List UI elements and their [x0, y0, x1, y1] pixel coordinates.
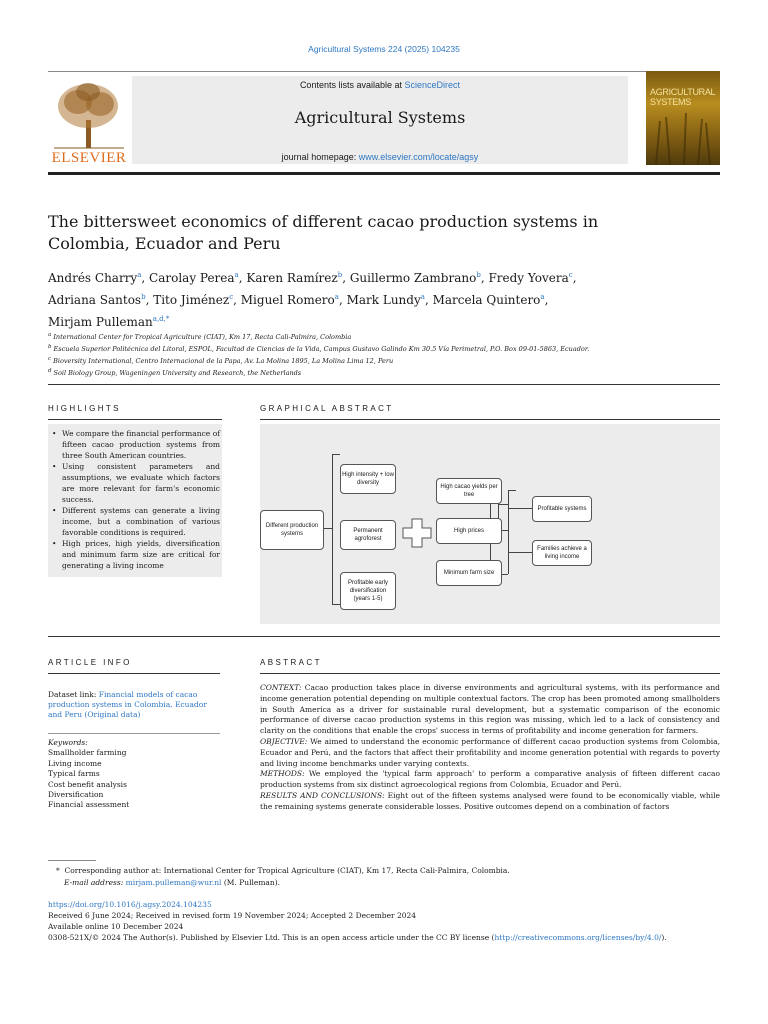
license-suffix: ). — [661, 933, 667, 942]
affiliation-item — [48, 366, 720, 378]
author-name[interactable]: Adriana Santos — [48, 293, 142, 307]
author-name[interactable]: Fredy Yovera — [488, 271, 569, 285]
footnote — [48, 865, 720, 889]
doi-link[interactable]: https://doi.org/10.1016/j.agsy.2024.104235 — [48, 900, 212, 909]
affiliation-text: Escuela Superior Politécnica del Litoral, ESPOL, Facultad de Ciencias de la Vida, Campus Gustavo Galindo Km 30.5 Vía Perimetral, P.O. Box 09-01-5863, Ecuador. — [53, 345, 590, 354]
homepage-prefix: journal homepage: — [281, 152, 357, 162]
affiliation-mark: b — [48, 344, 52, 351]
header-bottom-rule — [48, 172, 720, 175]
author-affil-mark[interactable]: c — [229, 293, 234, 301]
affiliation-mark: a — [48, 332, 52, 338]
affiliation-text: International Center for Tropical Agriculture (CIAT), Km 17, Recta Cali-Palmira, Colombia — [53, 333, 352, 342]
footnote-marker: * — [56, 866, 60, 875]
homepage-link[interactable]: www.elsevier.com/locate/agsy — [358, 152, 479, 162]
affiliations — [48, 330, 720, 379]
license-prefix: 0308-521X/© 2024 The Author(s). Published by Elsevier Ltd. This is an open access article under the CC BY license ( — [48, 933, 495, 942]
highlight-item: • Different systems can generate a living income, but a combination of various favorable conditions is required. — [56, 505, 220, 538]
abstract-body — [260, 683, 720, 813]
arrow-line — [508, 490, 509, 574]
connector-line — [324, 528, 332, 529]
graphical-abstract-heading: GRAPHICAL ABSTRACT — [260, 404, 394, 413]
affiliation-mark: c — [48, 356, 52, 363]
dataset-link[interactable]: Financial models of cacao production systems in Colombia, Ecuador and Peru (Original data) — [48, 690, 207, 719]
highlight-item: • High prices, high yields, diversification and minimum farm size are critical for generating a living income — [56, 538, 220, 571]
corresponding-text: Corresponding author at: International Center for Tropical Agriculture (CIAT), Km 17, Recta Cali-Palmira, Colombia. — [64, 866, 510, 875]
author-affil-mark[interactable]: a — [540, 293, 545, 301]
author-affil-mark[interactable]: b — [141, 293, 146, 301]
node-living-income: Families achieve a living income — [532, 540, 592, 566]
author-list — [48, 266, 720, 332]
highlights-rule — [48, 419, 222, 420]
node-profitable-systems: Profitable systems — [532, 496, 592, 522]
author-affil-mark[interactable]: b — [476, 271, 481, 279]
abstract-paragraph — [260, 737, 720, 769]
paper-title-line2: Colombia, Ecuador and Peru — [48, 234, 281, 253]
author-name[interactable]: Andrés Charry — [48, 271, 138, 285]
plus-icon — [402, 518, 432, 548]
author-line-1: Andrés Charry$^a$, Carolay Perea$^a$, Karen Ramírez$^b$, Guillermo Zambrano$^b$, Fredy Yovera$^c$, — [48, 271, 577, 285]
author-line-3 — [48, 310, 720, 332]
keyword-item: Cost benefit analysis — [48, 779, 127, 789]
article-dates — [48, 899, 728, 943]
journal-cover-image[interactable] — [646, 71, 720, 165]
affiliation-item — [48, 330, 720, 342]
keyword-item: Living income — [48, 758, 102, 768]
dataset-block — [48, 690, 220, 720]
author-affil-mark[interactable]: a — [137, 271, 142, 279]
node-high-yields: High cacao yields per tree — [436, 478, 502, 504]
section-divider — [48, 384, 720, 385]
arrow-line — [508, 508, 532, 509]
highlight-item: • Using consistent parameters and assumptions, we evaluate which factors are more relevant for farm's economic success. — [56, 461, 220, 505]
abstract-label: RESULTS AND CONCLUSIONS: — [260, 790, 385, 800]
author-name[interactable]: Mark Lundy — [346, 293, 421, 307]
node-high-intensity: High intensity + low diversity — [340, 464, 396, 494]
author-name[interactable]: Guillermo Zambrano — [349, 271, 477, 285]
author-name[interactable]: Mirjam Pulleman — [48, 315, 153, 329]
abstract-text: We aimed to understand the economic performance of different cacao production systems from Colombia, Ecuador and Perú, and the factors that affect their profitability and income generation potential with regards to poverty and living income benchmarks under varying contexts. — [260, 736, 720, 768]
paper-title-line1: The bittersweet economics of different cacao production systems in — [48, 212, 599, 231]
available-line: Available online 10 December 2024 — [48, 922, 184, 931]
arrow-line — [498, 504, 508, 505]
graphical-abstract[interactable] — [260, 424, 720, 624]
author-affil-mark[interactable]: a,d,* — [152, 315, 170, 323]
article-info-rule — [48, 673, 220, 674]
node-permanent-agroforest: Permanent agroforest — [340, 520, 396, 550]
abstract-label: CONTEXT: — [260, 683, 302, 692]
abstract-text: Cacao production takes place in diverse environments and agricultural systems, with its performance and income generation potential depending on multiple contextual factors. The crop has been promoted among smallholders in South America as a driver for sustainable rural development, but a systematic comparison of the economic performance of diverse cacao production systems in this region was missing, which led to a lack of consistency and clarity on the conditions that enable the crops' success in terms of profitability and income generation for farmers. — [260, 683, 720, 736]
section-divider — [48, 636, 720, 637]
abstract-text: We employed the 'typical farm approach' to perform a comparative analysis of fifteen different cacao production systems from six distinct agroecological regions from Colombia, Ecuador and Perú. — [260, 769, 720, 790]
author-name[interactable]: Miguel Romero — [240, 293, 335, 307]
brace-line — [332, 454, 333, 604]
email-label: E-mail address: — [64, 878, 124, 887]
node-profitable-early: Profitable early diversification (years 1-5) — [340, 572, 396, 610]
abstract-heading: ABSTRACT — [260, 658, 322, 667]
cover-plants-icon — [646, 71, 720, 165]
node-minimum-farm: Minimum farm size — [436, 560, 502, 586]
abstract-rule — [260, 673, 720, 674]
keywords-block — [48, 738, 220, 811]
affiliation-item — [48, 342, 720, 354]
corresponding-author — [48, 865, 720, 877]
arrow-line — [508, 552, 532, 553]
sciencedirect-link[interactable]: ScienceDirect — [404, 80, 461, 90]
email-link[interactable]: mirjam.pulleman@wur.nl — [125, 878, 222, 887]
keyword-item: Typical farms — [48, 769, 100, 779]
license-link[interactable]: http://creativecommons.org/licenses/by/4.0/ — [494, 933, 662, 942]
author-affil-mark[interactable]: a — [420, 293, 425, 301]
cover-title: AGRICULTURAL SYSTEMS — [650, 87, 715, 107]
author-name[interactable]: Tito Jiménez — [153, 293, 230, 307]
affiliation-mark: d — [48, 368, 52, 375]
keyword-item: Financial assessment — [48, 800, 130, 810]
email-line — [48, 877, 720, 889]
elsevier-logo[interactable] — [48, 76, 130, 168]
keyword-item: Diversification — [48, 790, 104, 800]
author-name[interactable]: Marcela Quintero — [432, 293, 541, 307]
author-name[interactable]: Carolay Perea — [149, 271, 235, 285]
license-line — [48, 932, 728, 943]
highlights-heading: HIGHLIGHTS — [48, 404, 121, 413]
received-line: Received 6 June 2024; Received in revised form 19 November 2024; Accepted 2 December 2024 — [48, 911, 417, 920]
author-name[interactable]: Karen Ramírez — [246, 271, 338, 285]
abstract-paragraph — [260, 769, 720, 791]
contents-line — [132, 80, 628, 90]
header-top-rule — [48, 71, 720, 72]
highlights-box — [48, 424, 222, 577]
author-affil-mark[interactable]: a — [334, 293, 339, 301]
abstract-paragraph — [260, 791, 720, 813]
abstract-paragraph — [260, 683, 720, 737]
affiliation-text: Bioversity International, Centro Internacional de la Papa, Av. La Molina 1895, La Molina Lima 12, Peru — [53, 357, 394, 366]
abstract-text: Eight out of the fifteen systems analysed were found to be economically viable, while the remaining systems generate considerable losses. Positive outcomes depend on a combination of factors — [260, 790, 720, 811]
email-suffix: (M. Pulleman). — [223, 878, 281, 887]
node-high-prices: High prices — [436, 518, 502, 544]
abstract-label: METHODS: — [260, 769, 305, 779]
journal-citation[interactable]: Agricultural Systems 224 (2025) 104235 — [308, 44, 460, 54]
homepage-line — [132, 152, 628, 162]
author-affil-mark[interactable]: b — [337, 271, 343, 279]
affiliation-text: Soil Biology Group, Wageningen University and Research, the Netherlands — [53, 369, 302, 378]
journal-title: Agricultural Systems — [294, 108, 466, 127]
brace-tick — [332, 604, 340, 605]
article-info-heading: ARTICLE INFO — [48, 658, 132, 667]
keywords-label: Keywords: — [48, 738, 88, 747]
paper-title — [48, 211, 688, 255]
contents-prefix: Contents lists available at — [299, 80, 402, 90]
graphical-abstract-rule — [260, 419, 720, 420]
footnote-rule — [48, 860, 96, 861]
highlight-item: • We compare the financial performance of fifteen cacao production systems from three South American countries. — [56, 428, 220, 461]
affiliation-item — [48, 354, 720, 366]
author-line-2: Adriana Santos$^b$, Tito Jiménez$^c$, Miguel Romero$^a$, Mark Lundy$^a$, Marcela Quintero$^a$, — [48, 293, 549, 307]
author-affil-mark[interactable]: a — [234, 271, 239, 279]
brace-tick — [332, 454, 340, 455]
node-different-systems: Different production systems — [260, 510, 324, 550]
abstract-label: OBJECTIVE: — [260, 736, 308, 746]
author-affil-mark[interactable]: c — [568, 271, 573, 279]
dataset-label: Dataset link: — [48, 690, 97, 699]
elsevier-wordmark: ELSEVIER — [51, 150, 127, 166]
keywords-rule — [48, 733, 220, 734]
keyword-item: Smallholder farming — [48, 748, 127, 758]
arrow-line — [508, 490, 516, 491]
